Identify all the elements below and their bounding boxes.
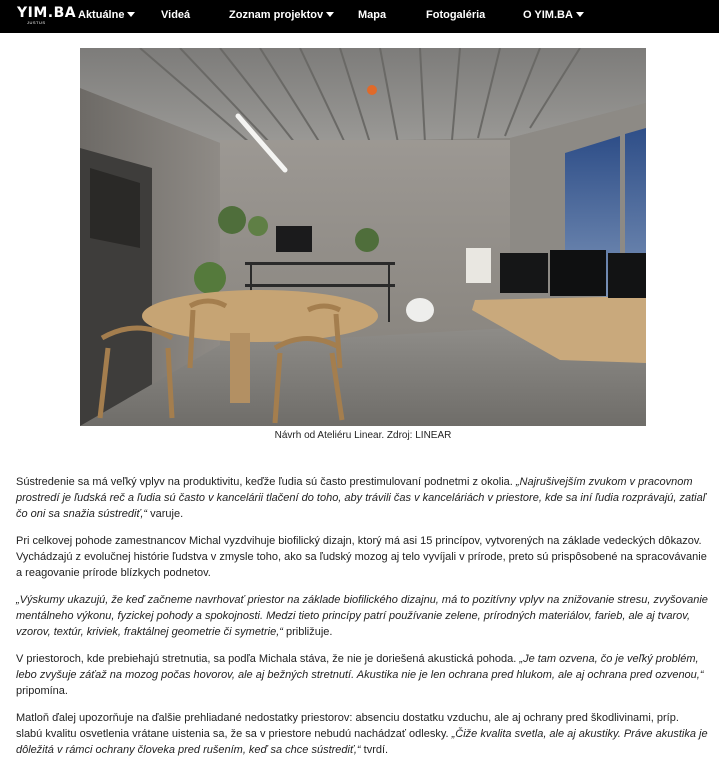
paragraph-text: približuje. — [282, 626, 333, 638]
nav-item-fotogaleria[interactable] — [426, 0, 485, 33]
article-paragraph-4 — [16, 651, 708, 699]
photo-caption: Návrh od Ateliéru Linear. Zdroj: LINEAR — [274, 430, 452, 441]
article-paragraph-5 — [16, 710, 708, 758]
nav-label: Fotogaléria — [426, 9, 486, 21]
nav-label: O YIM.BA — [523, 9, 573, 21]
article-paragraph-1 — [16, 474, 708, 522]
nav-item-zoznam-projektov[interactable] — [229, 0, 334, 33]
nav-item-mapa[interactable] — [358, 0, 386, 33]
article-paragraph-3 — [16, 592, 708, 640]
paragraph-text: V priestoroch, kde prebiehajú stretnutia, sa podľa Michala stáva, že nie je doriešená akustická pohoda. — [16, 653, 520, 665]
nav-label: Videá — [161, 9, 191, 21]
paragraph-text: pripomína. — [16, 685, 68, 697]
site-logo[interactable] — [17, 6, 76, 25]
paragraph-text: Pri celkovej pohode zamestnancov Michal vyzdvihuje biofilický dizajn, ktorý má asi 15 princípov, vytvorených na základe vedeckých dôkazov. Vychádzajú z evolučnej histórie ľudstva v zmysle toho, ako sa ľudský mozog aj telo vyvíjali v prírode, preto sú prispôsobené na spracovávanie a reagovanie prírode blízkych podnetov. — [16, 535, 707, 579]
nav-item-aktualne[interactable] — [78, 0, 135, 33]
nav-item-o-yimba[interactable] — [523, 0, 584, 33]
logo-tagline: JUSTUS — [27, 20, 46, 25]
article-body — [16, 474, 708, 769]
nav-item-videa[interactable] — [161, 0, 190, 33]
paragraph-text: tvrdí. — [360, 744, 389, 756]
nav-label: Zoznam projektov — [229, 9, 324, 21]
paragraph-quote: „Čiže kvalita svetla, ale aj akustiky. Práve akustika je dôležitá v rámci ochrany človeka pred rušením, keď sa chce sústrediť,“ — [16, 728, 708, 756]
paragraph-text: varuje. — [147, 508, 184, 520]
office-photo — [80, 48, 646, 426]
top-navigation-bar — [0, 0, 719, 33]
caret-down-icon — [576, 12, 584, 17]
article-paragraph-2 — [16, 533, 708, 581]
nav-label: Mapa — [358, 9, 387, 21]
paragraph-quote: „Najrušivejším zvukom v pracovnom prostredí je ľudská reč a ľudia sú často v kancelárii tlačení do toho, aby trávili čas v kanceláriách v priestore, kde sa iní ľudia rozprávajú, zatiaľ čo oni sa snažia sústrediť,“ — [16, 476, 706, 520]
nav-label: Aktuálne — [78, 9, 125, 21]
paragraph-quote: „Je tam ozvena, čo je veľký problém, lebo zvyšuje záťaž na mozog počas hovorov, ale aj bežných stretnutí. Akustika nie je len ochrana pred hlukom, ale aj ochrana pred ozvenou,“ — [16, 653, 704, 681]
caret-down-icon — [127, 12, 135, 17]
caret-down-icon — [326, 12, 334, 17]
logo-wordmark: YIM.BA — [17, 5, 77, 21]
paragraph-quote: „Výskumy ukazujú, že keď začneme navrhovať priestor na základe biofilického dizajnu, má to pozitívny vplyv na znižovanie stresu, zvyšovanie mentálneho výkonu, fyzickej pohody a spokojnosti. Medzi tieto princípy patrí používanie zelene, prírodných materiálov, farieb, ale aj tvarov, vzorov, textúr, kriviek, fraktálnej geometrie či symetrie,“ — [16, 594, 708, 638]
paragraph-text: Sústredenie sa má veľký vplyv na produktivitu, keďže ľudia sú často prestimulovaní podnetmi z okolia. — [16, 476, 516, 488]
paragraph-text: Matloň ďalej upozorňuje na ďalšie prehliadané nedostatky priestorov: absenciu dostatku vzduchu, ale aj ochrany pred škodlivinami, príp. slabú kvalitu osvetlenia vrátane uistenia sa, že sa v priestore nebudú nachádzať odlesky. — [16, 712, 679, 740]
